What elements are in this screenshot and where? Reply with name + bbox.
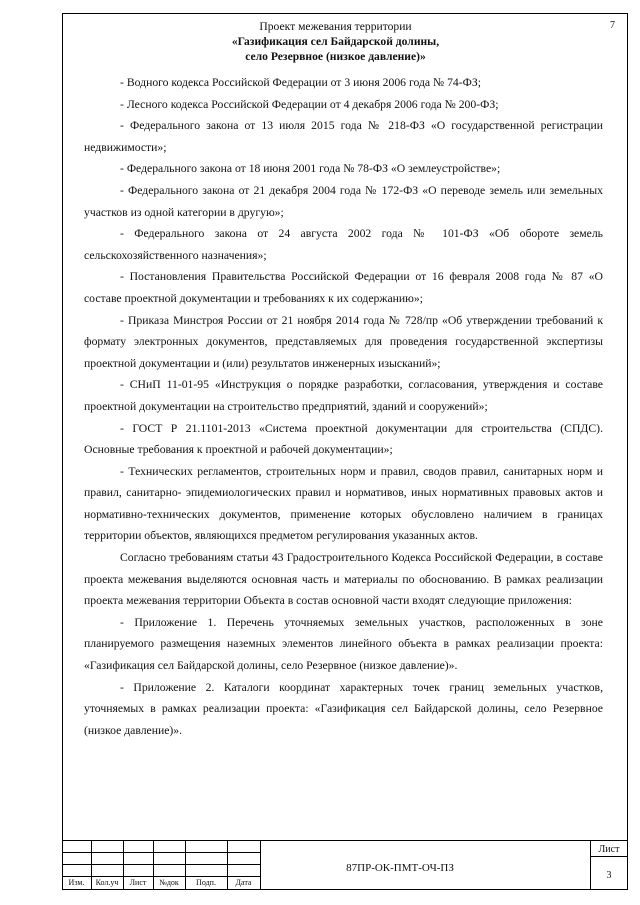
col-label-data: Дата <box>235 878 252 887</box>
paragraph: - ГОСТ Р 21.1101-2013 «Система проектной документации для строительства (СПДС). Основные требования к проектной и рабочей документации»; <box>84 421 603 457</box>
paragraph: - СНиП 11-01-95 «Инструкция о порядке разработки, согласования, утверждения и составе проектной документации на строительство предприятий, зданий и сооружений»; <box>84 378 603 413</box>
col-label-izm: Изм. <box>68 878 85 887</box>
paragraph: - Приказа Минстроя России от 21 ноября 2014 года № 728/пр «Об утверждении требований к формату электронных документов, представляемых для проведения государственной экспертизы проектной документации и (или) результатов инженерных изысканий»; <box>84 313 603 370</box>
header-line-1: Проект межевания территории <box>259 20 412 33</box>
paragraph: - Федерального закона от 24 августа 2002 года № 101-ФЗ «Об обороте земель сельскохозяйственного назначения»; <box>84 227 603 262</box>
paragraph: - Федерального закона от 13 июля 2015 года № 218-ФЗ «О государственной регистрации недвижимости»; <box>84 119 603 154</box>
col-label-ndok: №док <box>159 878 179 887</box>
sheet-number: 3 <box>606 870 612 881</box>
document-header <box>63 19 608 64</box>
header-line-3: село Резервное (низкое давление)» <box>245 50 426 63</box>
paragraph: - Федерального закона от 18 июня 2001 года № 78-ФЗ «О землеустройстве»; <box>120 162 501 176</box>
paragraph: - Приложение 2. Каталоги координат характерных точек границ земельных участков, уточняемых в рамках реализации проекта: «Газификация сел Байдарской долины, село Резервное (низкое давление)». <box>84 680 603 737</box>
sheet-label: Лист <box>598 844 620 855</box>
col-label-podp: Подп. <box>196 878 216 887</box>
paragraph: - Водного кодекса Российской Федерации от 3 июня 2006 года № 74-ФЗ; <box>120 76 481 89</box>
document-body <box>84 72 603 741</box>
paragraph: - Технических регламентов, строительных норм и правил, сводов правил, санитарных норм и правил, санитарно- эпидемиологических правил и нормативов, иных нормативных правовых актов и нормативно-технических документов, применение которых обусловлено наличием в границах территории объектов, являющихся предметом регулирования указанных актов. <box>84 464 603 543</box>
header-line-2: «Газификация сел Байдарской долины, <box>231 35 440 48</box>
col-label-list: Лист <box>129 878 147 887</box>
paragraph: Согласно требованиям статьи 43 Градостроительного Кодекса Российской Федерации, в составе проекта межевания выделяются основная часть и материалы по обоснованию. В рамках реализации проекта межевания территории Объекта в состав основной части входят следующие приложения: <box>84 551 603 608</box>
col-label-kol-uch: Кол.уч <box>95 878 119 887</box>
paragraph: - Приложение 1. Перечень уточняемых земельных участков, расположенных в зоне планируемого размещения наземных элементов линейного объекта в рамках реализации проекта: «Газификация сел Байдарской долины, село Резервное (низкое давление)». <box>84 615 603 673</box>
document-code: 87ПР-ОК-ПМТ-ОЧ-ПЗ <box>346 862 454 874</box>
paragraph: - Лесного кодекса Российской Федерации от 4 декабря 2006 года № 200-ФЗ; <box>120 97 499 111</box>
paragraph: - Постановления Правительства Российской Федерации от 16 февраля 2008 года № 87 «О составе проектной документации и требованиях к их содержанию»; <box>84 270 603 305</box>
paragraph: - Федерального закона от 21 декабря 2004 года № 172-ФЗ «О переводе земель или земельных участков из одной категории в другую»; <box>84 183 603 219</box>
page-number: 7 <box>610 20 615 31</box>
